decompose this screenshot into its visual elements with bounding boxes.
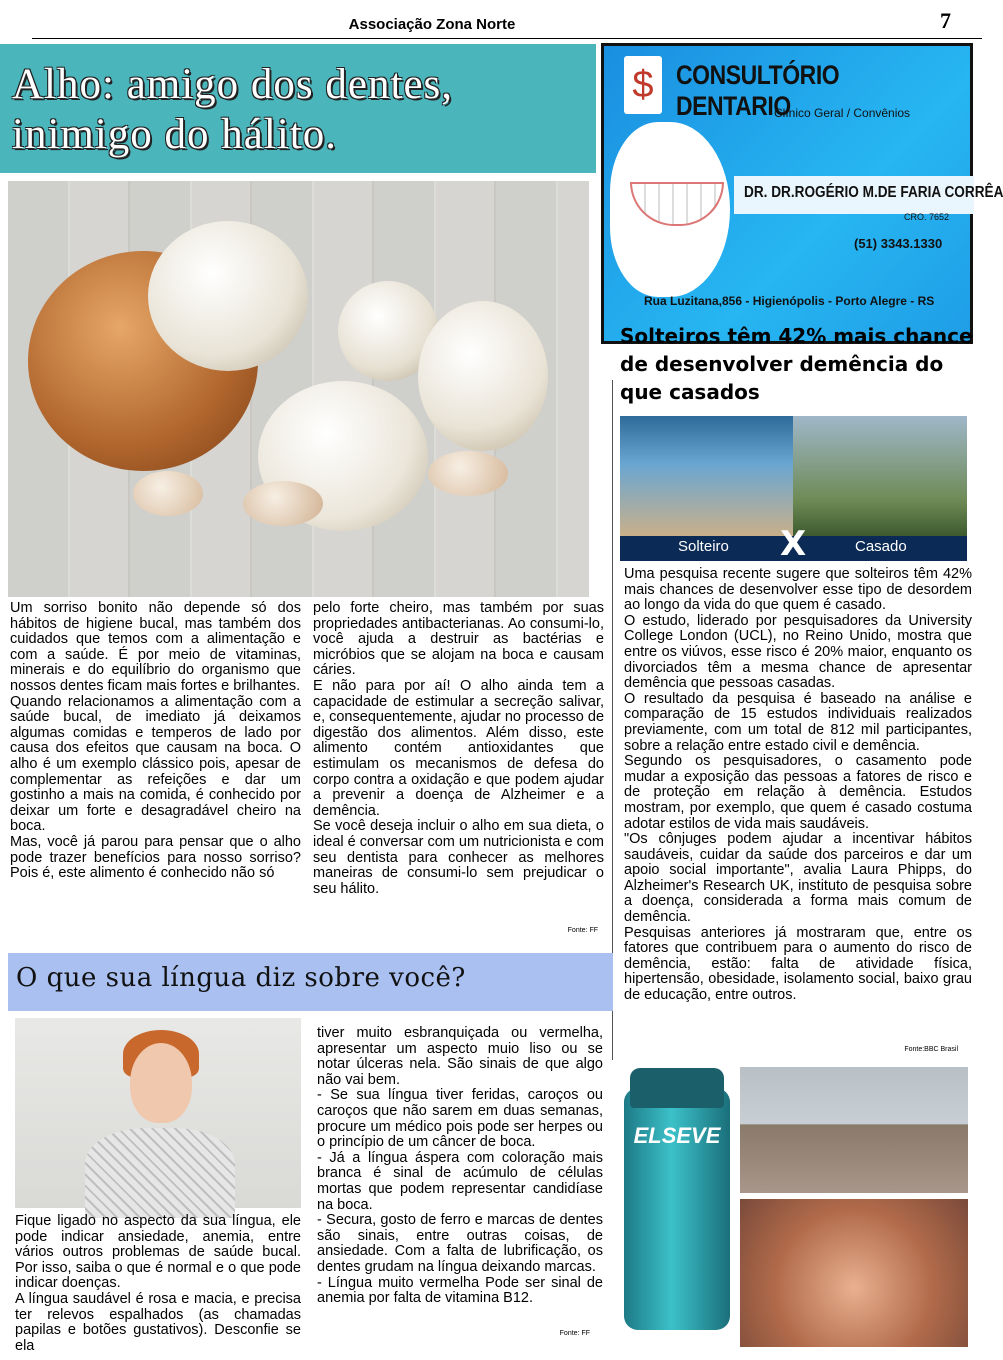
garlic-article-banner (0, 44, 596, 173)
paragraph: - Se sua língua tiver feridas, caroços ou caroços que não sarem em duas semanas, procure um médico pois pode ser herpes ou o princípio de um câncer de boca. (317, 1087, 603, 1151)
paragraph: - Secura, gosto de ferro e marcas de dentes são sinais, entre outras coisas, de ansiedade. Com a falta de lubrificação, os dentes grudam na língua deixando marcas. (317, 1212, 603, 1275)
proposal-pier-photo (740, 1067, 968, 1193)
paragraph: Quando relacionamos a alimentação com a saúde bucal, de imediato já deixamos algumas comidas e temperos de lado por causa dos efeitos que causam na boca. O alho é um exemplo clássico pois, apesar de complementar as refeições e dar um gostinho a mais na comida, é conhecido por deixar um forte e desagradável cheiro na boca. (10, 693, 301, 835)
label-married: Casado (855, 538, 907, 555)
tongue-article-title: O que sua língua diz sobre você? (16, 963, 466, 993)
versus-x: X (780, 524, 807, 564)
label-single: Solteiro (678, 538, 729, 555)
dental-clinic-ad (601, 43, 1003, 344)
header-rule (32, 38, 982, 39)
paragraph: pelo forte cheiro, mas também por suas propriedades antibacterianas. Ao consumi-lo, você ajuda a destruir as bactérias e micróbios que se alojam na boca e causam cáries. (313, 600, 604, 679)
tongue-article-banner (8, 953, 613, 1011)
paragraph: Segundo os pesquisadores, o casamento pode mudar a exposição das pessoas a fatores de risco e de proteção em relação à demência. Estudos mostram, por exemplo, que quem é casado costuma adotar estilos de vida mais saudáveis. (624, 753, 972, 832)
paragraph: Se você deseja incluir o alho em sua dieta, o ideal é conversar com um nutricionista e com seu dentista para conhecer as melhores maneiras de consumi-lo sem prejudicar o seu hálito. (313, 818, 604, 897)
ad-cro: CRO. 7652 (904, 212, 950, 222)
dementia-article-source: Fonte:BBC Brasil (904, 1046, 958, 1053)
garlic-onion-photo (8, 181, 589, 597)
paragraph: - Língua muito vermelha Pode ser sinal de anemia por falta de vitamina B12. (317, 1274, 603, 1307)
tongue-article-source: Fonte: FF (559, 1330, 590, 1337)
bottle-brand: ELSEVE (633, 1123, 721, 1148)
paragraph: O estudo, liderado por pesquisadores da University College London (UCL), no Reino Unido, mostra que entre os viúvos, esse risco é 20% maior, enquanto os divorciados têm a mesma chance de apresentar demência que pessoas casadas. (624, 612, 972, 692)
tongue-article-column-1 (15, 1214, 301, 1354)
hands-ring-photo (740, 1199, 968, 1347)
ad-phone: (51) 3343.1330 (854, 236, 943, 251)
woman-tongue-photo (15, 1018, 301, 1208)
paragraph: Uma pesquisa recente sugere que solteiros têm 42% mais chances de desenvolver esse tipo de desordem ao longo da vida do que quem é casado. (624, 566, 972, 614)
ad-title: CONSULTÓRIO DENTARIO (676, 60, 840, 121)
garlic-article-title (12, 60, 453, 160)
paragraph: E não para por aí! O alho ainda tem a capacidade de estimular a secreção salivar, e, consequentemente, ajudar no processo de digestão dos alimentos. Além disso, este alimento contém antioxidantes que estimulam os mecanismos de defesa do corpo contra a oxidação e que podem ajudar a prevenir a doença de Alzheimer e a demência. (313, 677, 605, 819)
title-line-1: Alho: amigo dos dentes, (12, 61, 454, 108)
garlic-article-source: Fonte: FF (567, 927, 598, 934)
smile-image (610, 122, 730, 297)
paragraph: - Já a língua áspera com coloração mais branca é sinal de acúmulo de células mortas que podem representar candidíase na boca. (317, 1149, 603, 1213)
ad-doctor-box (734, 176, 1003, 214)
shampoo-bottle-photo (624, 1068, 730, 1330)
ad-address: Rua Luzitana,856 - Higienópolis - Porto Alegre - RS (644, 294, 935, 308)
page-number: 7 (940, 8, 951, 33)
wedding-couple-photo (793, 416, 967, 536)
newspaper-title: Associação Zona Norte (348, 16, 516, 33)
dementia-article-title: Solteiros têm 42% mais chance de desenvolver demência do que casados (620, 324, 973, 404)
garlic-article-column-2 (313, 601, 604, 897)
garlic-article-column-1 (10, 601, 301, 882)
paragraph: Fique ligado no aspecto da sua língua, ele pode indicar ansiedade, anemia, entre vários outros problemas de saúde bucal. Por isso, saiba o que é normal e o que pode indicar doenças. (15, 1213, 301, 1292)
ad-subtitle: Clínico Geral / Convênios (774, 106, 911, 120)
single-vs-married-photo (620, 416, 967, 564)
caduceus-logo-icon: $ (624, 56, 662, 114)
paragraph: A língua saudável é rosa e macia, e precisa ter relevos espalhados (as chamadas papilas e botões gustativos). Desconfie se ela (15, 1290, 301, 1354)
ad-doctor-name: DR. DR.ROGÉRIO M.DE FARIA CORRÊA (744, 184, 1003, 201)
singles-photo (620, 416, 793, 536)
tongue-article-column-2 (317, 1026, 603, 1307)
paragraph: Mas, você já parou para pensar que o alho pode trazer benefícios para nosso sorriso? Pois é, este alimento é conhecido não só (10, 833, 301, 882)
paragraph: O resultado da pesquisa é baseado na análise e comparação de 15 estudos individuais realizados previamente, com um total de 812 mil participantes, sobre a relação entre estado civil e demência. (624, 690, 972, 754)
paragraph: tiver muito esbranquiçada ou vermelha, apresentar um aspecto muio liso ou se notar úlceras nela. São sinais de que algo não vai bem. (317, 1025, 603, 1088)
paragraph: "Os cônjuges podem ajudar a incentivar hábitos saudáveis, cuidar da saúde dos parceiros e dar um apoio social importante", avalia Laura Phipps, do Alzheimer's Research UK, instituto de pesquisa sobre a doença, considerada a forma mais comum de demência. (624, 831, 972, 926)
title-line-2: inimigo do hálito. (12, 111, 337, 158)
paragraph: Pesquisas anteriores já mostraram que, entre os fatores que contribuem para o aumento do risco de demência, estão: falta de atividade física, hipertensão, obesidade, isolamento social, baixo grau de educação, entre outros. (624, 924, 972, 1004)
paragraph: Um sorriso bonito não depende só dos hábitos de higiene bucal, mas também dos cuidados que temos com a alimentação e com a saúde. É por meio de vitaminas, minerais e do equilíbrio do organismo que nossos dentes ficam mais fortes e brilhantes. (10, 600, 301, 694)
dementia-article-body (624, 567, 972, 1004)
